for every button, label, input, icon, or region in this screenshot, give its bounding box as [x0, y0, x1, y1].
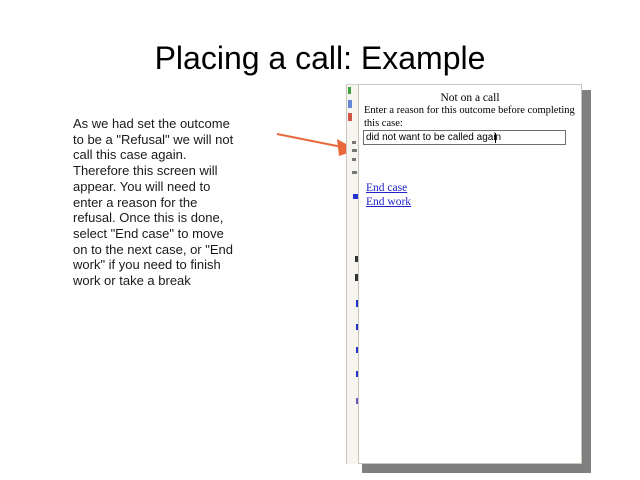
window-fragment — [352, 149, 357, 152]
slide-title: Placing a call: Example — [154, 40, 486, 76]
body-line: enter a reason for the — [73, 194, 198, 210]
drop-shadow-right — [582, 90, 591, 473]
explanation-text — [73, 116, 233, 289]
pointer-arrow-line — [277, 134, 342, 147]
panel-heading: Not on a call — [440, 92, 500, 104]
body-line: Therefore this screen will — [73, 163, 218, 179]
body-line: As we had set the outcome — [73, 116, 230, 131]
end-case-link[interactable]: End case — [366, 182, 408, 194]
window-fragment — [348, 100, 352, 108]
body-line: appear. You will need to — [73, 178, 211, 194]
body-line: call this case again. — [73, 147, 187, 163]
body-line: refusal. Once this is done, — [73, 210, 224, 226]
window-fragment — [348, 87, 351, 94]
body-line: work or take a break — [73, 273, 191, 289]
body-line: select "End case" to move — [73, 225, 224, 241]
not-on-call-panel — [358, 84, 582, 464]
body-line: work" if you need to finish — [73, 257, 221, 273]
window-fragment — [352, 158, 356, 161]
text-caret — [495, 133, 496, 143]
window-fragment — [348, 113, 352, 121]
body-line: on to the next case, or "End — [73, 241, 233, 257]
reason-input[interactable] — [363, 130, 566, 145]
body-line: to be a "Refusal" we will not — [73, 131, 234, 147]
window-fragment — [352, 171, 357, 174]
drop-shadow-bottom — [362, 464, 591, 473]
end-work-link[interactable]: End work — [366, 196, 412, 208]
window-fragment — [352, 141, 356, 144]
panel-prompt: Enter a reason for this outcome before completing this case: — [364, 105, 575, 129]
